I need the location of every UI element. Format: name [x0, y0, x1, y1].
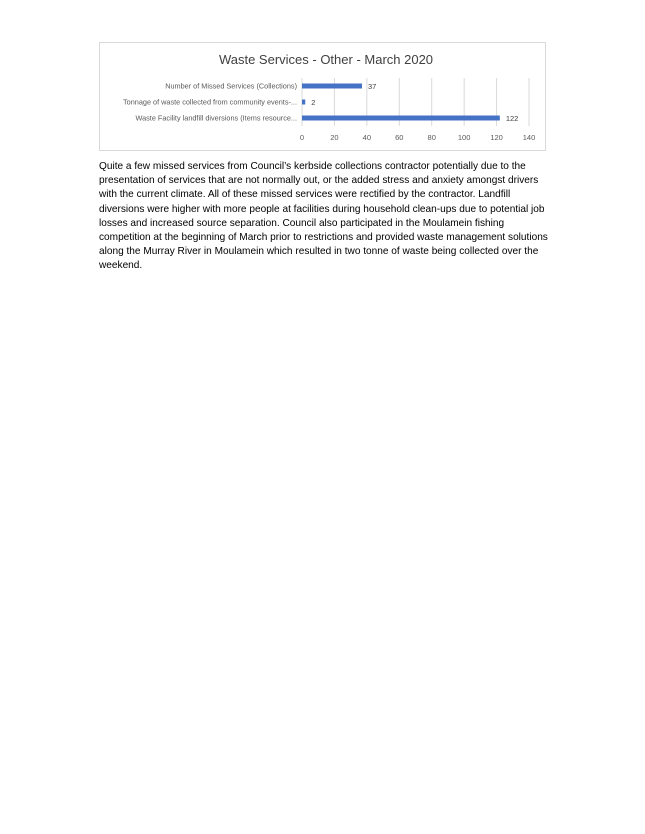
category-label: Tonnage of waste collected from community events-... [123, 97, 297, 107]
x-tick-label: 60 [395, 133, 404, 142]
data-label: 2 [311, 98, 316, 107]
x-tick-label: 100 [457, 133, 471, 142]
x-tick-label: 0 [299, 133, 305, 142]
x-tick-label: 20 [330, 133, 339, 142]
bar-chart [100, 43, 547, 152]
chart-container [99, 42, 546, 151]
chart-title: Waste Services - Other - March 2020 [218, 52, 434, 67]
bar [302, 116, 500, 121]
body-paragraph: Quite a few missed services from Council’s kerbside collections contractor potentially due to the presentation of services that are not normally out, or the added stress and anxiety amongst drivers with the current climate. All of these missed services were rectified by the contractor. Landfill diversions were higher with more people at facilities during household clean-ups due to potential job losses and increased source separation. Council also participated in the Moulamein fishing competition at the beginning of March prior to restrictions and provided waste management solutions along the Murray River in Moulamein which resulted in two tonne of waste being collected over the weekend. [99, 161, 548, 272]
x-tick-label: 120 [490, 133, 503, 142]
x-tick-label: 80 [427, 133, 436, 142]
bar [302, 100, 305, 105]
x-tick-label: 40 [362, 133, 372, 142]
category-label: Waste Facility landfill diversions (Items resource... [135, 113, 297, 123]
data-label: 37 [367, 82, 377, 91]
data-label: 122 [505, 114, 519, 123]
category-label: Number of Missed Services (Collections) [165, 81, 297, 91]
bar [302, 84, 362, 89]
x-tick-label: 140 [522, 133, 536, 142]
